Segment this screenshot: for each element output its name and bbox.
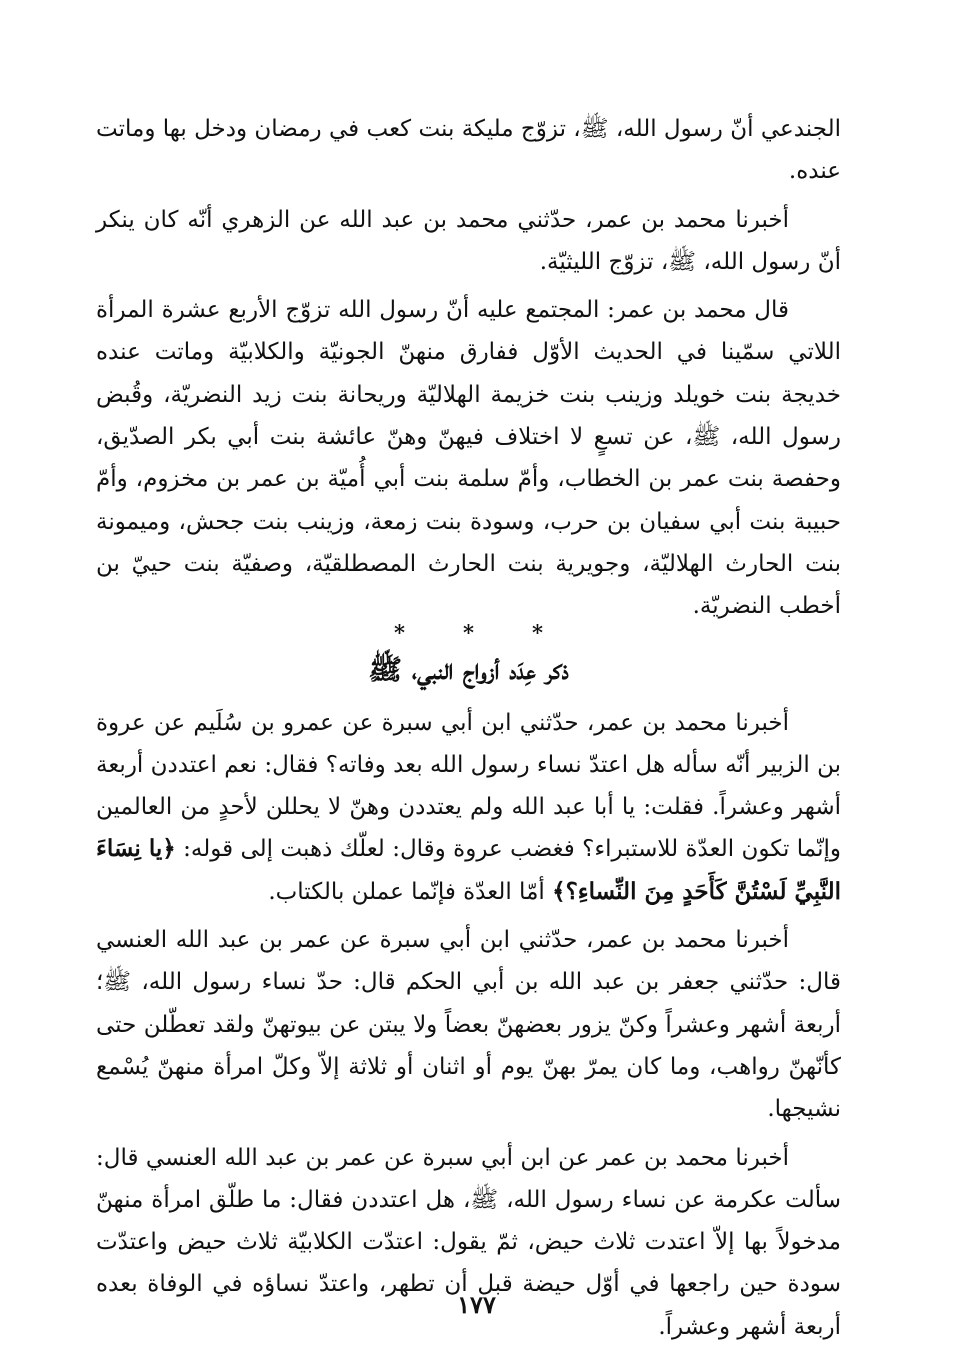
- separator-star: *: [463, 619, 474, 645]
- separator-star: *: [394, 619, 405, 645]
- paragraph-urwa: [96, 702, 841, 913]
- quran-verse: ﴿يا نِسَاءَ النَّبِيِّ لَسْتُنَّ كَأَحَدٍ مِنَ النِّساءِ؟﴾: [96, 835, 841, 905]
- paragraph-wives-list: قال محمد بن عمر: المجتمع عليه أنّ رسول الله تزوّج الأربع عشرة المرأة اللاتي سمّينا في الحديث الأوّل ففارق منهنّ الجونيّة والكلابيّة وماتت عنده خديجة بنت خويلد وزينب بنت خزيمة الهلاليّة وريحانة بنت زيد النضريّة، وقُبض رسول الله، ﷺ، عن تسعٍ لا اختلاف فيهنّ وهنّ عائشة بنت أبي بكر الصدّيق، وحفصة بنت عمر بن الخطاب، وأمّ سلمة بنت أبي أُميّة بن عمر بن مخزوم، وأمّ حبيبة بنت أبي سفيان بن حرب، وسودة بنت زمعة، وزينب بنت جحش، وميمونة بنت الحارث الهلاليّة، وجويرية بنت الحارث المصطلقيّة، وصفيّة بنت حييّ بن أخطب النضريّة.: [96, 297, 841, 620]
- paragraph-laythiyya: أخبرنا محمد بن عمر، حدّثني محمد بن عبد الله عن الزهري أنّه كان ينكر أنّ رسول الله، ﷺ، تزوّج الليثيّة.: [96, 206, 841, 275]
- section-heading: ذكر عِدَد أزواج النبي، ﷺ: [368, 652, 569, 686]
- separator-star: *: [531, 619, 543, 645]
- paragraph-jafar: أخبرنا محمد بن عمر، حدّثني ابن أبي سبرة عن عمر بن عبد الله العنسي قال: حدّثني جعفر بن عبد الله بن أبي الحكم قال: حدّ نساء رسول الله، ﷺ؛ أربعة أشهر وعشراً وكنّ يزور بعضهنّ بعضاً ولا يبتن عن بيوتهنّ ولقد تعطّلن حتى كأنّهنّ رواهب، وما كان يمرّ بهنّ يوم أو اثنان أو ثلاثة إلاّ وكلّ امرأة منهنّ يُسْمع نشيجها.: [96, 927, 841, 1123]
- paragraph-ikrima: أخبرنا محمد بن عمر عن ابن أبي سبرة عن عمر بن عبد الله العنسي قال: سألت عكرمة عن نساء رسول الله، ﷺ، هل اعتددن فقال: ما طلّق امرأة منهنّ مدخولاً بها إلاّ اعتدت ثلاث حيض، ثمّ يقول: اعتدّت الكلابيّة ثلاث حيض واعتدّت سودة حين راجعها في أوّل حيضة قبل أن تطهر، واعتدّ نساؤه في الوفاة بعده أربعة أشهر وعشراً.: [96, 1144, 841, 1340]
- paragraph-urwa-ending: أمّا العدّة فإنّما عملن بالكتاب.: [268, 878, 553, 905]
- paragraph-continuation: الجندعي أنّ رسول الله، ﷺ، تزوّج مليكة بنت كعب في رمضان ودخل بها وماتت عنده.: [96, 116, 841, 185]
- page-number: ١٧٧: [457, 1290, 496, 1319]
- paragraph-urwa-text: أخبرنا محمد بن عمر، حدّثني ابن أبي سبرة عن عمرو بن سُلَيم عن عروة بن الزبير أنّه سأله هل اعتدّ نساء رسول الله بعد وفاته؟ فقال: نعم اعتددن أربعة أشهر وعشراً. فقلت: يا أبا عبد الله ولم يعتددن وهنّ لا يحللن لأحدٍ من العالمين وإنّما تكون العدّة للاستبراء؟ فغضب عروة وقال: لعلّك ذهبت إلى قوله:: [96, 709, 841, 863]
